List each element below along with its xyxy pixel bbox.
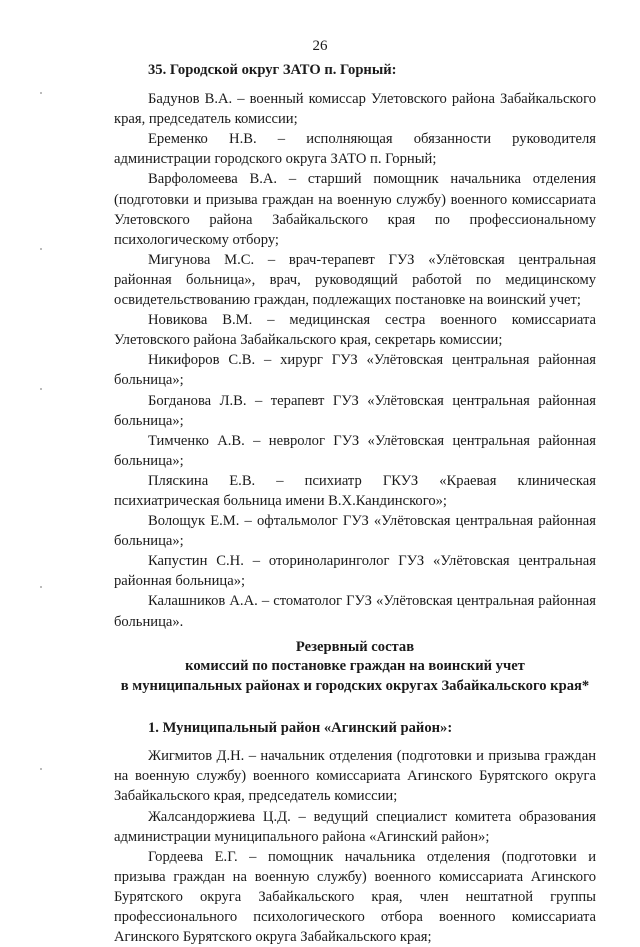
commission-member-entry: Еременко Н.В. – исполняющая обязанности руководителя администрации городского округа ЗАТО п. Горный; bbox=[114, 131, 596, 168]
commission-member-entry: Жигмитов Д.Н. – начальник отделения (подготовки и призыва граждан на военную службу) военного комиссариата Агинского Бурятского округа Забайкальского края, председатель комиссии; bbox=[114, 748, 596, 805]
spacer bbox=[114, 696, 596, 718]
reserve-title-line-2: комиссий по постановке граждан на воинский учет bbox=[185, 658, 525, 675]
commission-member-entry: Бадунов В.А. – военный комиссар Улетовского района Забайкальского края, председатель комиссии; bbox=[114, 91, 596, 128]
reserve-composition-title bbox=[114, 638, 596, 697]
commission-member-entry: Капустин С.Н. – оториноларинголог ГУЗ «Улётовская центральная районная больница»; bbox=[114, 553, 596, 590]
section-heading-1: 1. Муниципальный район «Агинский район»: bbox=[148, 720, 453, 737]
section-35-list bbox=[114, 89, 596, 632]
commission-member-entry: Жалсандоржиева Ц.Д. – ведущий специалист комитета образования администрации муниципального района «Агинский район»; bbox=[114, 808, 596, 845]
page-number: 26 bbox=[312, 38, 328, 54]
scan-speck bbox=[40, 388, 42, 390]
commission-member-entry: Калашников А.А. – стоматолог ГУЗ «Улётовская центральная районная больница». bbox=[114, 593, 596, 630]
commission-member-entry: Мигунова М.С. – врач-терапевт ГУЗ «Улётовская центральная районная больница», врач, руководящий работой по медицинскому освидетельствованию граждан, подлежащих постановке на воинский учет; bbox=[114, 251, 596, 309]
reserve-title-line-3: в муниципальных районах и городских округах Забайкальского края* bbox=[120, 677, 590, 694]
commission-member-entry: Новикова В.М. – медицинская сестра военного комиссариата Улетовского района Забайкальского края, секретарь комиссии; bbox=[114, 312, 596, 349]
scan-speck bbox=[40, 248, 42, 250]
section-heading-35: 35. Городской округ ЗАТО п. Горный: bbox=[148, 62, 397, 78]
scan-speck bbox=[40, 92, 42, 94]
commission-member-entry: Богданова Л.В. – терапевт ГУЗ «Улётовская центральная районная больница»; bbox=[114, 392, 596, 429]
section-1-list bbox=[114, 746, 596, 947]
reserve-title-line-1: Резервный состав bbox=[295, 638, 415, 655]
scan-speck bbox=[40, 768, 42, 770]
commission-member-entry: Никифоров С.В. – хирург ГУЗ «Улётовская центральная районная больница»; bbox=[114, 352, 596, 389]
scan-speck bbox=[40, 586, 42, 588]
commission-member-entry: Волощук Е.М. – офтальмолог ГУЗ «Улётовская центральная районная больница»; bbox=[114, 513, 596, 550]
commission-member-entry: Пляскина Е.В. – психиатр ГКУЗ «Краевая клиническая психиатрическая больница имени В.Х.Кандинского»; bbox=[114, 472, 596, 509]
commission-member-entry: Гордеева Е.Г. – помощник начальника отделения (подготовки и призыва граждан на военную службу) военного комиссариата Агинского Бурятского округа Забайкальского края, член нештатной группы профессионального психологического отбора военного комиссариата Агинского Бурятского округа Забайкальского края; bbox=[114, 848, 596, 946]
document-body bbox=[114, 60, 596, 947]
commission-member-entry: Тимченко А.В. – невролог ГУЗ «Улётовская центральная районная больница»; bbox=[114, 432, 596, 469]
commission-member-entry: Варфоломеева В.А. – старший помощник начальника отделения (подготовки и призыва граждан на военную службу) военного комиссариата Улетовского района Забайкальского края по профессиональному психологическому отбору; bbox=[114, 171, 596, 248]
